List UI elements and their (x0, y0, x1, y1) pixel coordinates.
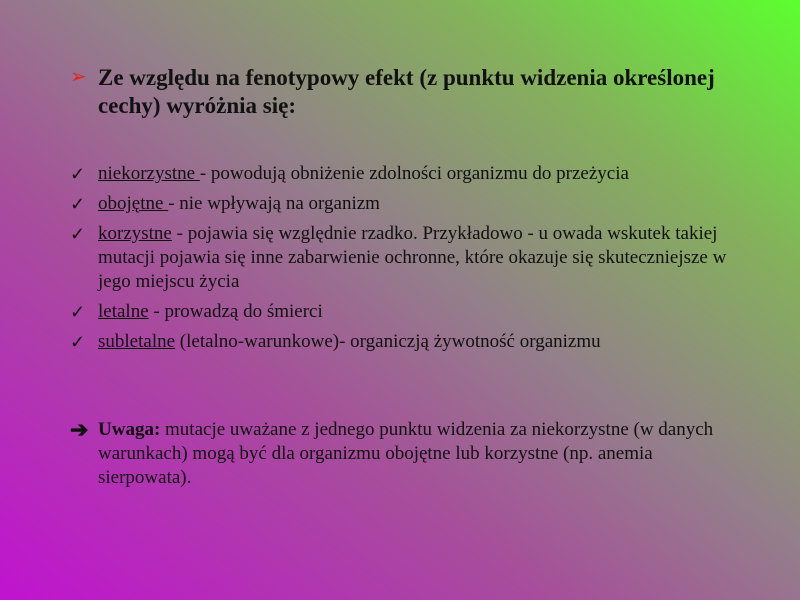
list-item (70, 330, 730, 354)
list-item (70, 192, 730, 216)
item-description: - pojawia się względnie rzadko. Przykładowo - u owada wskutek takiej mutacji pojawia się inne zabarwienie ochronne, które okazuje się skuteczniejsze w jego miejscu życia (98, 223, 727, 292)
slide-heading (70, 64, 770, 120)
checkmark-icon: ✓ (70, 194, 86, 214)
term-niekorzystne: niekorzystne (98, 163, 200, 184)
checkmark-icon: ✓ (70, 164, 86, 184)
heading-text: Ze względu na fenotypowy efekt (z punktu widzenia określonej cechy) wyróżnia się: (98, 65, 715, 118)
item-description: - powodują obniżenie zdolności organizmu do przeżycia (199, 163, 629, 184)
term-korzystne: korzystne (98, 223, 172, 244)
term-letalne: letalne (98, 301, 149, 322)
note-text: mutacje uważane z jednego punktu widzenia za niekorzystne (w danych warunkach) mogą być dla organizmu obojętne lub korzystne (np. anemia sierpowata). (98, 419, 714, 488)
checkmark-icon: ✓ (70, 332, 86, 352)
list-item (70, 162, 730, 186)
red-arrowhead-icon: ➢ (70, 66, 87, 88)
right-arrow-icon: ➔ (70, 417, 89, 442)
item-description: - nie wpływają na organizm (168, 193, 380, 214)
list-item (70, 222, 730, 294)
checkmark-icon: ✓ (70, 224, 86, 244)
item-description: (letalno-warunkowe)- organiczją żywotność organizmu (175, 331, 601, 352)
note-block (70, 418, 740, 490)
checkmark-icon: ✓ (70, 302, 86, 322)
term-subletalne: subletalne (98, 331, 176, 352)
item-description: - prowadzą do śmierci (148, 301, 323, 322)
list-item (70, 300, 730, 324)
mutation-types-list (70, 162, 730, 360)
term-obojetne: obojętne (98, 193, 169, 214)
note-label: Uwaga: (98, 419, 161, 440)
